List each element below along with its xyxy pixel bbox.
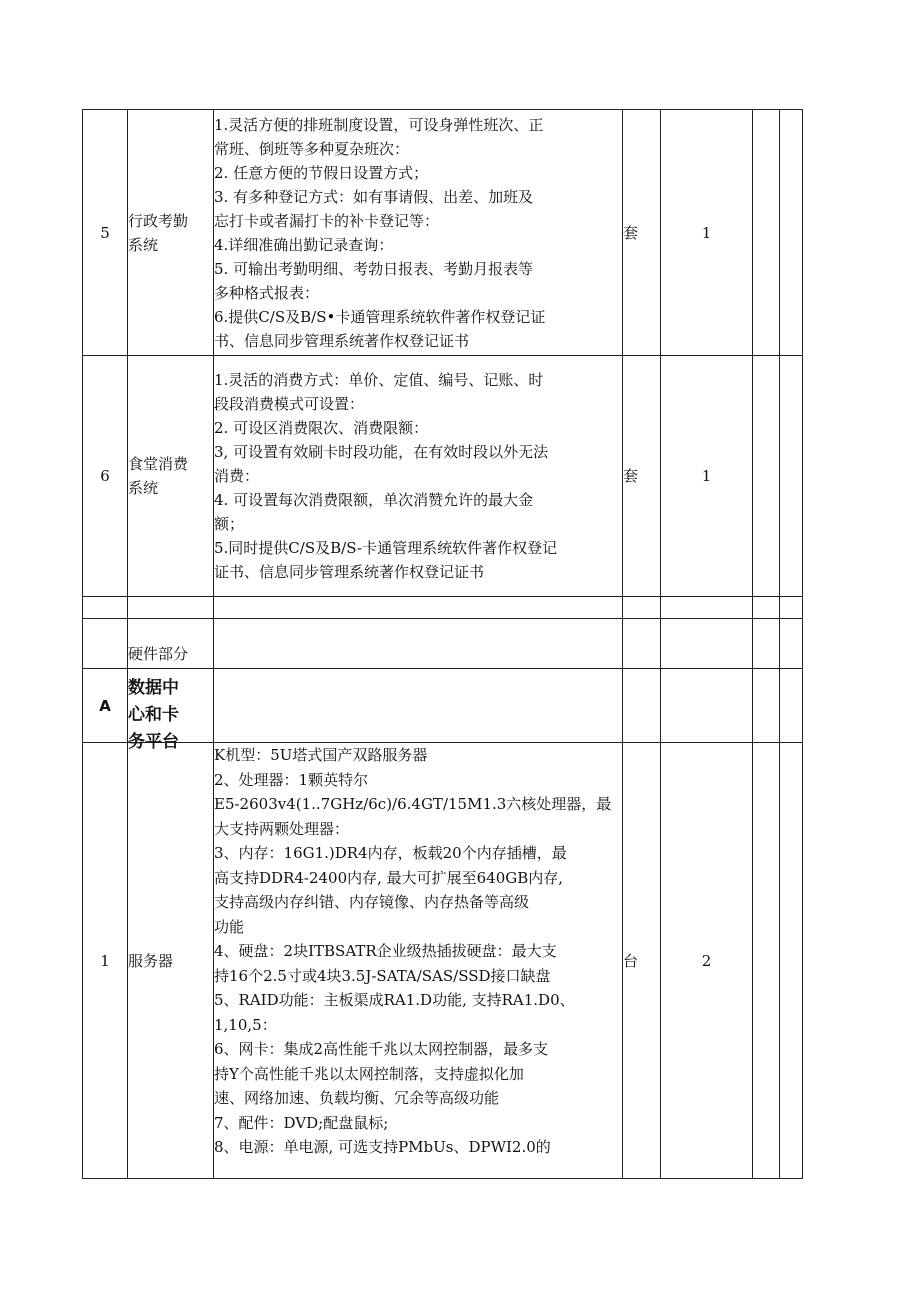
- empty-cell: [753, 669, 780, 743]
- item-name-line: 系统: [128, 479, 159, 497]
- description-line: 4、硬盘：2块ITBSATR企业级热插拔硬盘：最大支: [214, 942, 557, 960]
- empty-cell: [83, 619, 128, 669]
- empty-cell: [753, 743, 780, 1179]
- item-description: [214, 743, 623, 1179]
- empty-cell: [214, 597, 623, 619]
- empty-cell: [780, 110, 803, 356]
- description-line: 7、配件：DVD;配盘鼠标;: [214, 1113, 389, 1132]
- item-index: 6: [83, 356, 128, 597]
- empty-cell: [623, 619, 661, 669]
- item-index: 5: [83, 110, 128, 356]
- empty-cell: [214, 669, 623, 743]
- group-name-line: 务平台: [128, 732, 179, 752]
- description-line: 6.提供C/S及B/S•卡通管理系统软件著作权登记证: [214, 307, 546, 326]
- description-line: 1,10,5：: [214, 1015, 277, 1034]
- item-name: [128, 356, 214, 597]
- description-line: 持16个2.5寸或4块3.5J-SATA/SAS/SSD接口缺盘: [214, 966, 551, 985]
- description-line: 1.灵活方便的排班制度设置，可设身弹性班次、正: [214, 115, 544, 134]
- description-line: 持Y个高性能千兆以太网控制落，支持虚拟化加: [214, 1064, 524, 1083]
- empty-cell: [753, 110, 780, 356]
- empty-cell: [661, 619, 753, 669]
- empty-cell: [661, 597, 753, 619]
- description-line: 消费：: [214, 467, 260, 485]
- group-index: A: [83, 669, 128, 743]
- empty-cell: [83, 597, 128, 619]
- description-line: 6、网卡：集成2高性能千兆以太网控制器，最多支: [214, 1040, 549, 1058]
- spec-table: [82, 109, 803, 1179]
- item-description: [214, 110, 623, 356]
- description-line: 多种格式报表：: [214, 283, 320, 302]
- empty-cell: [128, 597, 214, 619]
- empty-cell: [753, 597, 780, 619]
- description-line: 大支持两颗处理器：: [214, 819, 350, 838]
- table-row: [83, 619, 803, 669]
- description-line: 3, 可设置有效刷卡时段功能，在有效时段以外无法: [214, 443, 549, 461]
- description-line: 支持高级内存纠错、内存镜像、内存热备等高级: [214, 893, 530, 911]
- description-line: 证书、信息同步管理系统著作权登记证书: [214, 563, 485, 581]
- description-line: 4.详细准确出勤记录查询：: [214, 235, 394, 254]
- description-line: 段段消费模式可设置：: [214, 395, 365, 413]
- description-line: K机型：5U塔式国产双路服务器: [214, 746, 428, 764]
- description-line: 8、电源：单电源, 可选支持PMbUs、DPWI2.0的: [214, 1138, 551, 1156]
- item-index: 1: [83, 743, 128, 1179]
- item-quantity: 2: [661, 743, 753, 1179]
- group-name-line: 心和卡: [128, 705, 179, 725]
- item-name-line: 食堂消费: [128, 455, 189, 473]
- description-line: 高支持DDR4-2400内存, 最大可扩展至640GB内存,: [214, 868, 564, 887]
- item-name-line: 行政考勤: [128, 211, 189, 230]
- empty-cell: [214, 619, 623, 669]
- empty-cell: [780, 356, 803, 597]
- description-line: 5. 可输出考勤明细、考勃日报表、考勤月报表等: [214, 259, 534, 278]
- table-row: [83, 356, 803, 597]
- description-line: 额；: [214, 515, 245, 533]
- description-line: 常班、倒班等多种夏杂班次：: [214, 139, 410, 158]
- description-line: 忘打卡或者漏打卡的补卡登记等：: [214, 211, 440, 230]
- empty-cell: [780, 743, 803, 1179]
- table-row: [83, 743, 803, 1179]
- item-quantity: 1: [661, 356, 753, 597]
- group-name-line: 数据中: [128, 678, 179, 698]
- empty-cell: [780, 669, 803, 743]
- empty-cell: [623, 597, 661, 619]
- description-line: 功能: [214, 917, 245, 936]
- item-quantity: 1: [661, 110, 753, 356]
- item-unit: 套: [623, 356, 661, 597]
- item-name: 服务器: [128, 743, 214, 1179]
- empty-cell: [623, 669, 661, 743]
- group-name: [128, 669, 214, 752]
- item-name-line: 系统: [128, 235, 159, 254]
- empty-cell: [753, 356, 780, 597]
- description-line: 2、处理器：1颗英特尔: [214, 770, 369, 789]
- description-line: 2. 可设区消费限次、消费限额：: [214, 419, 429, 437]
- description-line: 5、RAID功能：主板渠成RA1.D功能, 支持RA1.D0、: [214, 991, 575, 1009]
- description-line: 5.同时提供C/S及B/S-卡通管理系统软件著作权登记: [214, 539, 558, 557]
- empty-cell: [753, 619, 780, 669]
- description-line: 3、内存：16G1.)DR4内存，板载20个内存插槽，最: [214, 844, 567, 862]
- description-line: 3. 有多种登记方式：如有事请假、出差、加班及: [214, 187, 534, 206]
- description-line: 1.灵活的消费方式：单价、定值、编号、记账、时: [214, 371, 544, 389]
- table-row: [83, 669, 803, 743]
- description-line: E5-2603v4(1..7GHz/6c)/6.4GT/15M1.3六核处理器，最: [214, 795, 612, 813]
- description-line: 速、网络加速、负载均衡、冗余等高级功能: [214, 1089, 500, 1107]
- item-unit: 台: [623, 743, 661, 1179]
- item-description: [214, 356, 623, 597]
- section-title: 硬件部分: [128, 619, 214, 669]
- empty-cell: [780, 619, 803, 669]
- empty-cell: [661, 669, 753, 743]
- item-unit: 套: [623, 110, 661, 356]
- table-row: [83, 110, 803, 356]
- empty-cell: [780, 597, 803, 619]
- description-line: 4. 可设置每次消费限额，单次消赞允许的最大金: [214, 491, 534, 509]
- table-row: [83, 597, 803, 619]
- description-line: 2. 任意方便的节假日设置方式；: [214, 163, 429, 182]
- description-line: 书、信息同步管理系统著作权登记证书: [214, 331, 470, 350]
- item-name: [128, 110, 214, 356]
